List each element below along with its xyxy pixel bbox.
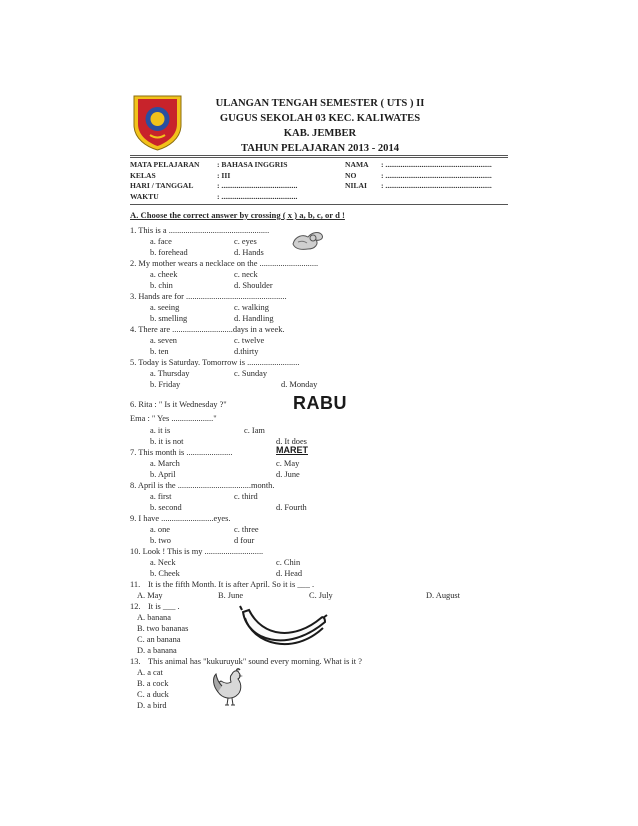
- info-row: [345, 181, 492, 192]
- question-stem: 4. There are .............................days in a week.: [130, 325, 285, 334]
- info-row: [130, 192, 297, 203]
- option-b[interactable]: b. Cheek: [150, 569, 180, 578]
- info-row: [345, 160, 492, 171]
- info-row: [130, 181, 297, 192]
- option-b[interactable]: b. smelling: [150, 314, 188, 323]
- option-a[interactable]: a. cheek: [150, 270, 178, 279]
- info-key: NILAI: [345, 181, 367, 190]
- option-d[interactable]: d. Shoulder: [234, 281, 273, 290]
- option-c[interactable]: C. July: [309, 591, 333, 600]
- option-b[interactable]: b. forehead: [150, 248, 188, 257]
- question-stem: 1. This is a ................................................: [130, 226, 270, 235]
- info-key: NAMA: [345, 160, 369, 169]
- option-a[interactable]: a. face: [150, 237, 172, 246]
- number-field[interactable]: : ........................................................: [381, 170, 492, 180]
- option-b[interactable]: B. a cock: [137, 679, 169, 688]
- option-a[interactable]: a. Neck: [150, 558, 176, 567]
- option-c[interactable]: c. Sunday: [234, 369, 268, 378]
- option-a[interactable]: a. Thursday: [150, 369, 190, 378]
- question-number: 12.: [130, 602, 141, 611]
- option-c[interactable]: c. Iam: [244, 426, 265, 435]
- bananas-picture: [237, 600, 329, 656]
- option-b[interactable]: B. two bananas: [137, 624, 189, 633]
- option-c[interactable]: C. an banana: [137, 635, 181, 644]
- option-c[interactable]: c. twelve: [234, 336, 265, 345]
- option-c[interactable]: c. walking: [234, 303, 269, 312]
- option-b[interactable]: b. chin: [150, 281, 173, 290]
- question-number: 13.: [130, 657, 141, 666]
- info-row: [130, 160, 297, 171]
- option-d[interactable]: d four: [234, 536, 255, 545]
- student-info-left: [130, 160, 297, 202]
- info-divider: [130, 204, 508, 205]
- option-a[interactable]: a. seeing: [150, 303, 180, 312]
- info-row: [130, 171, 297, 182]
- header-title-line: ULANGAN TENGAH SEMESTER ( UTS ) II: [215, 98, 425, 109]
- info-value: : BAHASA INGGRIS: [217, 160, 288, 169]
- question-number: 11.: [130, 580, 141, 589]
- name-field[interactable]: : ........................................................: [381, 160, 492, 169]
- question-stem: 7. This month is ......................: [130, 448, 233, 457]
- score-field[interactable]: : ........................................................: [381, 181, 492, 190]
- option-d[interactable]: d.thirty: [234, 347, 259, 356]
- option-d[interactable]: d. Monday: [281, 380, 318, 389]
- info-value: : ........................................: [217, 191, 298, 201]
- option-b[interactable]: b. Friday: [150, 380, 181, 389]
- header-title-line: KAB. JEMBER: [283, 128, 357, 139]
- info-value: : ........................................: [217, 181, 298, 190]
- info-key: KELAS: [130, 170, 156, 180]
- info-value: : III: [217, 170, 231, 180]
- maret-picture-word: MARET: [276, 445, 308, 455]
- question-stem: This animal has "kukuruyuk" sound every morning. What is it ?: [148, 657, 362, 666]
- rabu-picture-word: RABU: [293, 393, 347, 413]
- option-d[interactable]: D. a banana: [137, 646, 177, 655]
- info-key: WAKTU: [130, 191, 159, 201]
- option-a[interactable]: a. it is: [150, 426, 171, 435]
- option-c[interactable]: c. three: [234, 525, 259, 534]
- exam-header: [195, 96, 445, 156]
- option-d[interactable]: d. Handling: [234, 314, 274, 323]
- option-a[interactable]: A. May: [137, 591, 163, 600]
- header-title-line: TAHUN PELAJARAN 2013 - 2014: [240, 143, 400, 154]
- option-b[interactable]: B. June: [218, 591, 244, 600]
- option-d[interactable]: D. a bird: [137, 701, 167, 710]
- question-stem: 5. Today is Saturday. Tomorrow is .........................: [130, 358, 300, 367]
- option-a[interactable]: a. March: [150, 459, 180, 468]
- option-a[interactable]: A. banana: [137, 613, 171, 622]
- rooster-picture: [210, 666, 252, 708]
- option-b[interactable]: b. it is not: [150, 437, 184, 446]
- option-c[interactable]: c. neck: [234, 270, 258, 279]
- option-b[interactable]: b. second: [150, 503, 182, 512]
- info-row: [345, 171, 492, 182]
- option-a[interactable]: a. seven: [150, 336, 177, 345]
- option-b[interactable]: b. two: [150, 536, 171, 545]
- question-stem: 10. Look ! This is my ............................: [130, 547, 264, 556]
- header-divider: [130, 155, 508, 156]
- option-c[interactable]: c. eyes: [234, 237, 257, 246]
- question-stem: 6. Rita : " Is it Wednesday ?": [130, 400, 227, 409]
- question-stem-dialog: Ema : " Yes ....................": [130, 414, 217, 423]
- info-key: HARI / TANGGAL: [130, 181, 194, 190]
- option-b[interactable]: b. ten: [150, 347, 169, 356]
- option-c[interactable]: c. Chin: [276, 558, 301, 567]
- question-stem: 2. My mother wears a necklace on the ............................: [130, 259, 319, 268]
- question-stem: It is ___ .: [148, 602, 180, 611]
- header-title-line: GUGUS SEKOLAH 03 KEC. KALIWATES: [219, 113, 421, 124]
- section-a-title: A. Choose the correct answer by crossing ( x ) a, b, c, or d !: [130, 210, 345, 220]
- option-d[interactable]: d. Head: [276, 569, 303, 578]
- option-d[interactable]: D. August: [426, 591, 460, 600]
- option-d[interactable]: d. Hands: [234, 248, 264, 257]
- info-key: NO: [345, 170, 357, 180]
- question-stem: It is the fifth Month. It is after April. So it is ___ .: [148, 580, 315, 589]
- option-a[interactable]: a. first: [150, 492, 172, 501]
- option-a[interactable]: a. one: [150, 525, 170, 534]
- question-stem: 3. Hands are for ................................................: [130, 292, 287, 301]
- question-stem: 8. April is the ...................................month.: [130, 481, 275, 490]
- hand-gesture-picture: [289, 228, 329, 253]
- header-divider: [130, 157, 508, 158]
- school-emblem-logo: [130, 93, 185, 151]
- option-d[interactable]: d. It does: [276, 437, 307, 446]
- option-c[interactable]: c. May: [276, 459, 300, 468]
- student-info-right: [345, 160, 492, 192]
- option-d[interactable]: d. June: [276, 470, 300, 479]
- option-c[interactable]: C. a duck: [137, 690, 169, 699]
- option-c[interactable]: c. third: [234, 492, 258, 501]
- question-stem: 9. I have .........................eyes.: [130, 514, 231, 523]
- option-b[interactable]: b. April: [150, 470, 176, 479]
- info-key: MATA PELAJARAN: [130, 160, 200, 169]
- option-a[interactable]: A. a cat: [137, 668, 163, 677]
- option-d[interactable]: d. Fourth: [276, 503, 307, 512]
